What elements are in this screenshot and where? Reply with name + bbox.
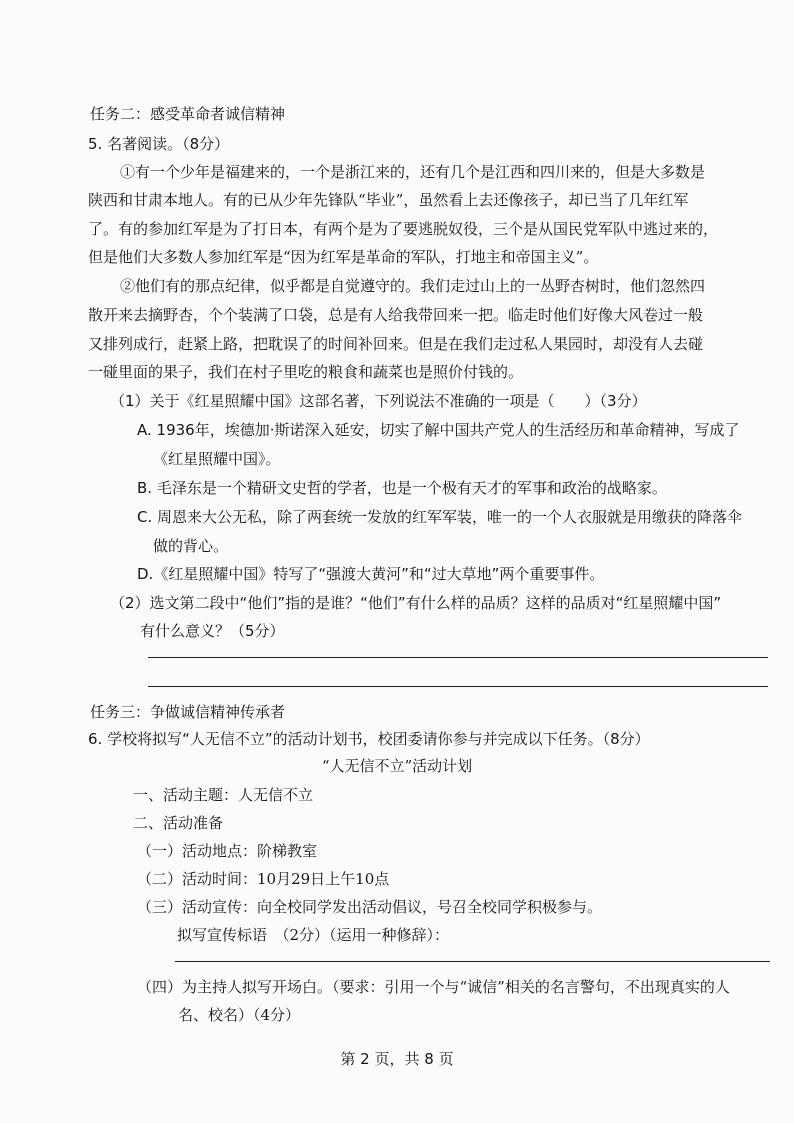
option-a: A. 1936年，埃德加·斯诺深入延安，切实了解中国共产党人的生活经历和革命精神，写成了 [137,421,740,439]
q5-sub1-stem: （1）关于《红星照耀中国》这部名著，下列说法不准确的一项是（ ）（3分） [110,392,647,410]
option-d: D.《红星照耀中国》特写了“强渡大黄河”和“过大草地”两个重要事件。 [137,565,605,583]
plan-item-1: （一）活动地点：阶梯教室 [137,842,318,860]
q5-para1-line: 但是他们大多数人参加红军是“因为红军是革命的军队，打地主和帝国主义”。 [88,248,599,266]
plan-section-1: 一、活动主题：人无信不立 [133,786,314,804]
plan-section-2: 二、活动准备 [133,814,224,832]
plan-item-2: （二）活动时间：10月29日上午10点 [137,870,390,888]
option-c: C. 周恩来大公无私，除了两套统一发放的红军军装，唯一的一个人衣服就是用缴获的降落伞 [137,508,743,526]
q6-header: 6. 学校将拟写“人无信不立”的活动计划书，校团委请你参与并完成以下任务。（8分） [88,730,650,748]
q5-para2-line: 又排列成行，赶紧上路，把耽误了的时间补回来。但是在我们走过私人果园时，却没有人去碰 [88,335,704,353]
plan-item-4: （四）为主持人拟写开场白。（要求：引用一个与“诚信”相关的名言警句，不出现真实的人 [137,978,730,996]
q5-para2-line: 一碰里面的果子，我们在村子里吃的粮食和蔬菜也是照价付钱的。 [88,363,524,381]
answer-line [175,961,770,962]
plan-item-3: （三）活动宣传：向全校同学发出活动倡议，号召全校同学积极参与。 [137,898,603,916]
q5-para2-line: 散开来去摘野杏，个个装满了口袋，总是有人给我带回来一把。临走时他们好像大风卷过一般 [88,306,704,324]
q5-para2-line: ②他们有的那点纪律，似乎都是自觉遵守的。我们走过山上的一丛野杏树时，他们忽然四 [120,277,706,295]
answer-line [148,657,768,658]
plan-item-4-cont: 名、校名）（4分） [178,1006,301,1024]
plan-title: “人无信不立”活动计划 [321,757,473,775]
q5-sub2-stem-cont: 有什么意义？（5分） [140,622,285,640]
q5-para1-line: 陕西和甘肃本地人。有的已从少年先锋队“毕业”，虽然看上去还像孩子，却已当了几年红军 [88,191,689,209]
option-a-cont: 《红星照耀中国》。 [153,450,281,468]
q5-header: 5. 名著阅读。（8分） [88,135,230,153]
plan-item-3-slogan-prompt: 拟写宣传标语 （2分）（运用一种修辞）： [177,926,450,944]
option-c-cont: 做的背心。 [153,537,229,555]
answer-line [148,686,768,687]
task3-heading: 任务三：争做诚信精神传承者 [90,703,286,721]
task2-heading: 任务二：感受革命者诚信精神 [90,105,286,123]
q5-para1-line: 了。有的参加红军是为了打日本，有两个是为了要逃脱奴役，三个是从国民党军队中逃过来的， [88,220,719,238]
option-b: B. 毛泽东是一个精研文史哲的学者，也是一个极有天才的军事和政治的战略家。 [137,479,667,497]
page-footer: 第 2 页，共 8 页 [340,1050,454,1068]
q5-sub2-stem: （2）选文第二段中“他们”指的是谁？“他们”有什么样的品质？这样的品质对“红星照耀中国” [110,594,722,612]
q5-para1-line: ①有一个少年是福建来的，一个是浙江来的，还有几个是江西和四川来的，但是大多数是 [120,163,706,181]
